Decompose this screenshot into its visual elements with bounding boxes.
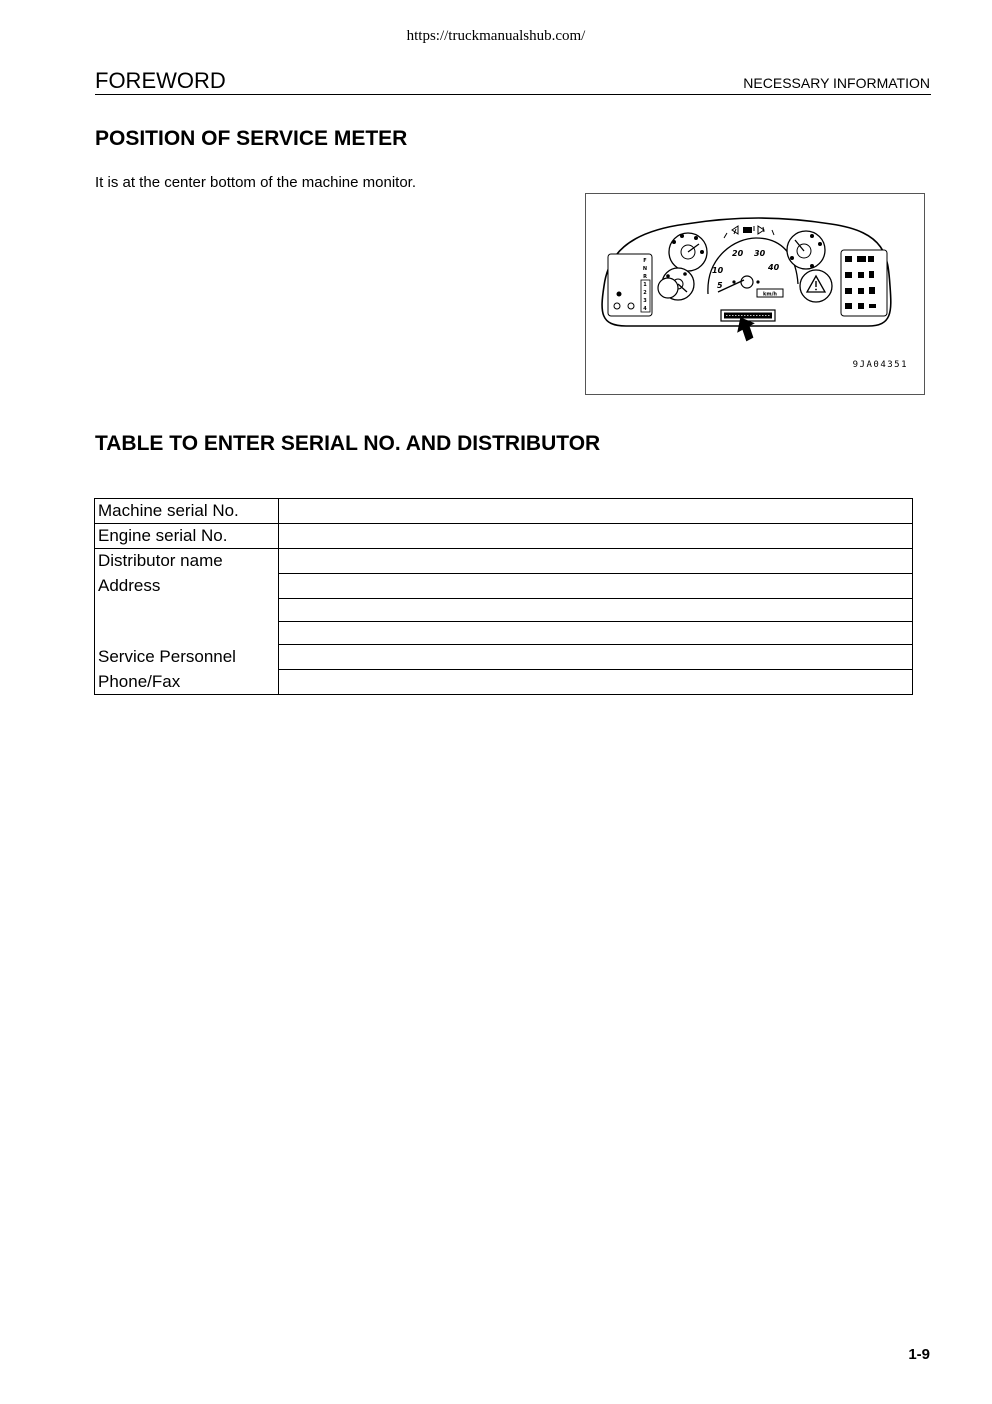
source-url[interactable]: https://truckmanualshub.com/: [406, 28, 586, 44]
position-description: It is at the center bottom of the machine monitor.: [95, 174, 416, 191]
row-label: [95, 622, 279, 645]
right-gauge: [787, 231, 825, 269]
row-label: [95, 599, 279, 622]
header-subsection: NECESSARY INFORMATION: [743, 75, 930, 91]
speed-unit-label: km/h: [763, 291, 777, 298]
header-divider: [95, 94, 931, 95]
table-row: [95, 622, 913, 645]
machine-monitor-figure: [585, 193, 925, 395]
caution-icon: [800, 270, 832, 302]
gear-label: 2: [643, 290, 647, 296]
speed-label: 5: [717, 281, 723, 290]
gear-label: 3: [643, 298, 647, 304]
row-label: Engine serial No.: [95, 524, 279, 549]
speed-label: 40: [768, 263, 780, 272]
address-field-line-3[interactable]: [279, 622, 913, 645]
table-section-title: TABLE TO ENTER SERIAL NO. AND DISTRIBUTOR: [95, 432, 601, 455]
service-personnel-field[interactable]: [279, 645, 913, 670]
header-section: FOREWORD: [95, 68, 226, 93]
phone-fax-field[interactable]: [279, 670, 913, 695]
address-field-line-2[interactable]: [279, 599, 913, 622]
address-field[interactable]: [279, 574, 913, 599]
table-row: [95, 574, 913, 599]
gear-label: F: [643, 258, 647, 264]
engine-serial-field[interactable]: [279, 524, 913, 549]
right-indicator-panel: [841, 250, 887, 316]
row-label: Distributor name: [95, 549, 279, 574]
gear-label: R: [643, 274, 647, 280]
left-indicator-panel: [608, 254, 652, 316]
speed-label: 20: [732, 249, 744, 258]
gear-label: 4: [643, 306, 647, 312]
left-aux-dial: [658, 278, 678, 298]
gear-label: N: [642, 266, 648, 272]
position-section-title: POSITION OF SERVICE METER: [95, 127, 408, 150]
machine-serial-field[interactable]: [279, 499, 913, 524]
page-number: 1-9: [908, 1346, 930, 1363]
table-row: [95, 524, 913, 549]
speed-label: 10: [712, 266, 724, 275]
table-row: [95, 549, 913, 574]
table-row: [95, 645, 913, 670]
row-label: Service Personnel: [95, 645, 279, 670]
left-gauge: [669, 233, 707, 271]
table-row: [95, 599, 913, 622]
figure-code: 9JA04351: [852, 360, 908, 370]
gear-label: 1: [643, 282, 647, 288]
indicator-lamp-icon: [617, 292, 622, 297]
serial-distributor-table: [94, 498, 913, 695]
distributor-name-field[interactable]: [279, 549, 913, 574]
service-meter: [721, 310, 775, 321]
row-label: Phone/Fax: [95, 670, 279, 695]
table-row: [95, 499, 913, 524]
table-row: [95, 670, 913, 695]
row-label: Machine serial No.: [95, 499, 279, 524]
speed-label: 30: [754, 249, 766, 258]
row-label: Address: [95, 574, 279, 599]
